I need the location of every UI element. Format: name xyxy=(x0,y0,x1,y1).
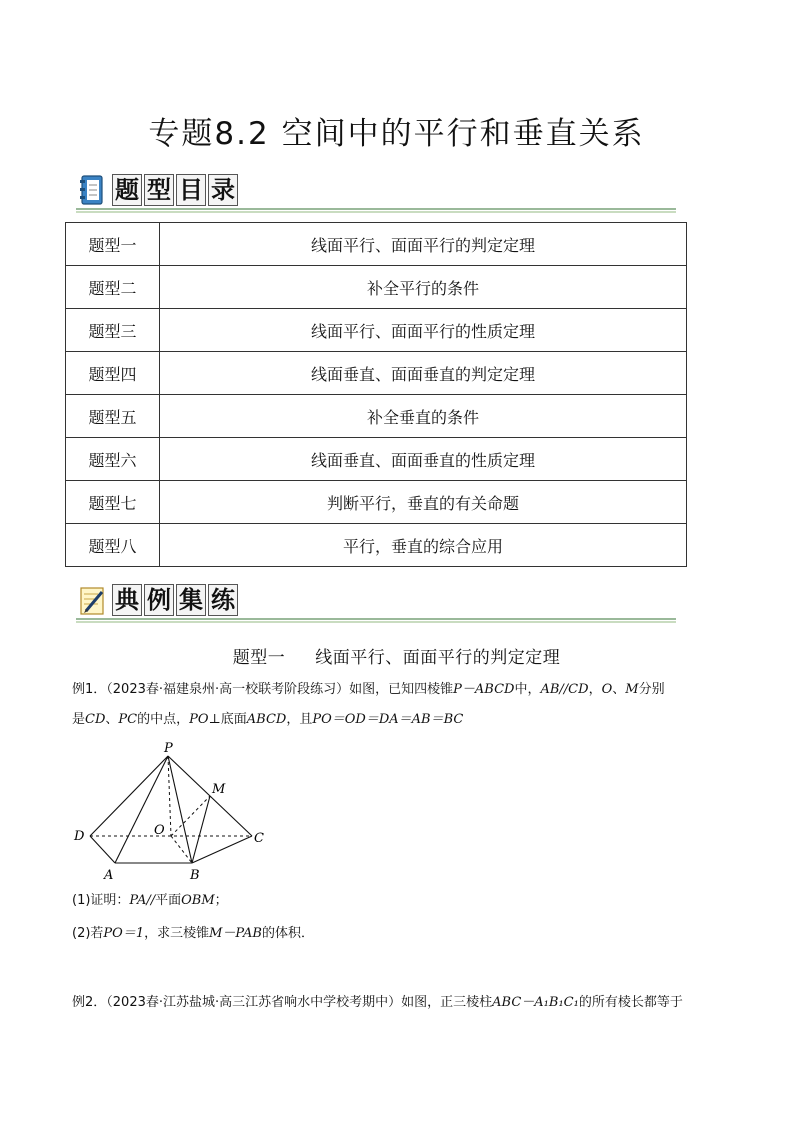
example-text: 平面 xyxy=(155,893,182,908)
toc-topic: 补全平行的条件 xyxy=(160,266,687,309)
example-label: 例2． xyxy=(72,995,107,1010)
vertex-label-c: C xyxy=(254,831,264,846)
toc-topic: 线面平行、面面平行的判定定理 xyxy=(160,223,687,266)
pencil-paper-icon xyxy=(78,584,106,616)
math-expr: M xyxy=(625,682,639,697)
example2-line1 xyxy=(72,993,722,1013)
example-source: （2023春·福建泉州·高一校联考阶段练习） xyxy=(106,682,350,697)
toc-section-header xyxy=(72,170,678,214)
example1-question2 xyxy=(72,924,722,944)
example-text: 的所有棱长都等于 xyxy=(578,995,683,1010)
example-text: 底面 xyxy=(220,712,247,727)
toc-type: 题型七 xyxy=(66,481,160,524)
toc-topic: 线面垂直、面面垂直的判定定理 xyxy=(160,352,687,395)
example-text: 、 xyxy=(612,682,626,697)
document-title: 专题8.2 空间中的平行和垂直关系 xyxy=(148,116,645,152)
example-text: 是 xyxy=(72,712,86,727)
math-expr: PO＝1 xyxy=(103,926,145,941)
table-row xyxy=(66,395,687,438)
toc-table xyxy=(65,222,687,567)
example-text: ，求三棱锥 xyxy=(144,926,210,941)
example-text: ， xyxy=(588,682,602,697)
example1-line1 xyxy=(72,680,722,700)
examples-header-char: 集 xyxy=(176,584,206,616)
toc-type: 题型二 xyxy=(66,266,160,309)
divider xyxy=(76,621,676,623)
vertex-label-b: B xyxy=(190,868,200,883)
math-expr: OBM xyxy=(181,893,215,908)
example1-question1 xyxy=(72,891,722,911)
subsection-topic: 线面平行、面面平行的判定定理 xyxy=(315,648,561,668)
table-row xyxy=(66,266,687,309)
vertex-label-o: O xyxy=(154,823,165,838)
toc-type: 题型四 xyxy=(66,352,160,395)
math-expr: ABC－A₁B₁C₁ xyxy=(492,995,579,1010)
toc-header-char: 目 xyxy=(176,174,206,206)
example-text: 的中点， xyxy=(137,712,190,727)
examples-header-char: 练 xyxy=(208,584,238,616)
math-expr: PC xyxy=(118,712,138,727)
example-text: 如图，正三棱柱 xyxy=(401,995,493,1010)
math-expr: P－ABCD xyxy=(453,682,515,697)
notebook-icon xyxy=(78,174,106,206)
toc-topic: 平行，垂直的综合应用 xyxy=(160,524,687,567)
table-row xyxy=(66,438,687,481)
math-expr: O xyxy=(601,682,613,697)
toc-type: 题型一 xyxy=(66,223,160,266)
divider xyxy=(76,208,676,210)
example-text: (1)证明： xyxy=(72,893,130,908)
examples-header-char: 典 xyxy=(112,584,142,616)
toc-type: 题型八 xyxy=(66,524,160,567)
example-label: 例1． xyxy=(72,682,107,697)
examples-section-header xyxy=(72,580,678,624)
example-text: 中， xyxy=(514,682,541,697)
math-expr: AB//CD xyxy=(540,682,589,697)
example-source: （2023春·江苏盐城·高三江苏省响水中学校考期中） xyxy=(106,995,402,1010)
toc-type: 题型五 xyxy=(66,395,160,438)
toc-header-char: 型 xyxy=(144,174,174,206)
edge-da xyxy=(90,836,115,863)
toc-header-char: 录 xyxy=(208,174,238,206)
vertex-label-p: P xyxy=(164,741,173,756)
example-text: 如图，已知四棱锥 xyxy=(349,682,454,697)
vertex-label-d: D xyxy=(74,829,85,844)
example-text: ，且 xyxy=(286,712,313,727)
table-row xyxy=(66,352,687,395)
math-expr: ABCD xyxy=(246,712,287,727)
vertex-label-m: M xyxy=(212,782,226,797)
table-row xyxy=(66,309,687,352)
example-text: 的体积． xyxy=(261,926,314,941)
edge-bm xyxy=(192,796,210,863)
vertex-label-a: A xyxy=(104,868,114,883)
toc-header-char: 题 xyxy=(112,174,142,206)
toc-topic: 判断平行，垂直的有关命题 xyxy=(160,481,687,524)
divider xyxy=(76,618,676,620)
example-text: (2)若 xyxy=(72,926,104,941)
edge-pa xyxy=(115,756,168,863)
math-expr: CD xyxy=(85,712,106,727)
pyramid-figure xyxy=(70,738,270,883)
math-expr: PO⊥ xyxy=(189,712,221,727)
edge-bc xyxy=(192,836,252,863)
subsection-heading xyxy=(0,643,793,668)
divider xyxy=(76,211,676,213)
example-text: 、 xyxy=(105,712,119,727)
example-text: 分别 xyxy=(638,682,665,697)
subsection-type: 题型一 xyxy=(232,648,286,668)
toc-type: 题型六 xyxy=(66,438,160,481)
math-expr: PO＝OD＝DA＝AB＝BC xyxy=(312,712,464,727)
example1-line2 xyxy=(72,710,722,730)
examples-header-char: 例 xyxy=(144,584,174,616)
toc-topic: 线面垂直、面面垂直的性质定理 xyxy=(160,438,687,481)
table-row xyxy=(66,524,687,567)
toc-type: 题型三 xyxy=(66,309,160,352)
table-row xyxy=(66,481,687,524)
toc-topic: 线面平行、面面平行的性质定理 xyxy=(160,309,687,352)
example-text: ； xyxy=(214,893,228,908)
math-expr: PA// xyxy=(129,893,156,908)
math-expr: M－PAB xyxy=(209,926,262,941)
toc-topic: 补全垂直的条件 xyxy=(160,395,687,438)
table-row xyxy=(66,223,687,266)
